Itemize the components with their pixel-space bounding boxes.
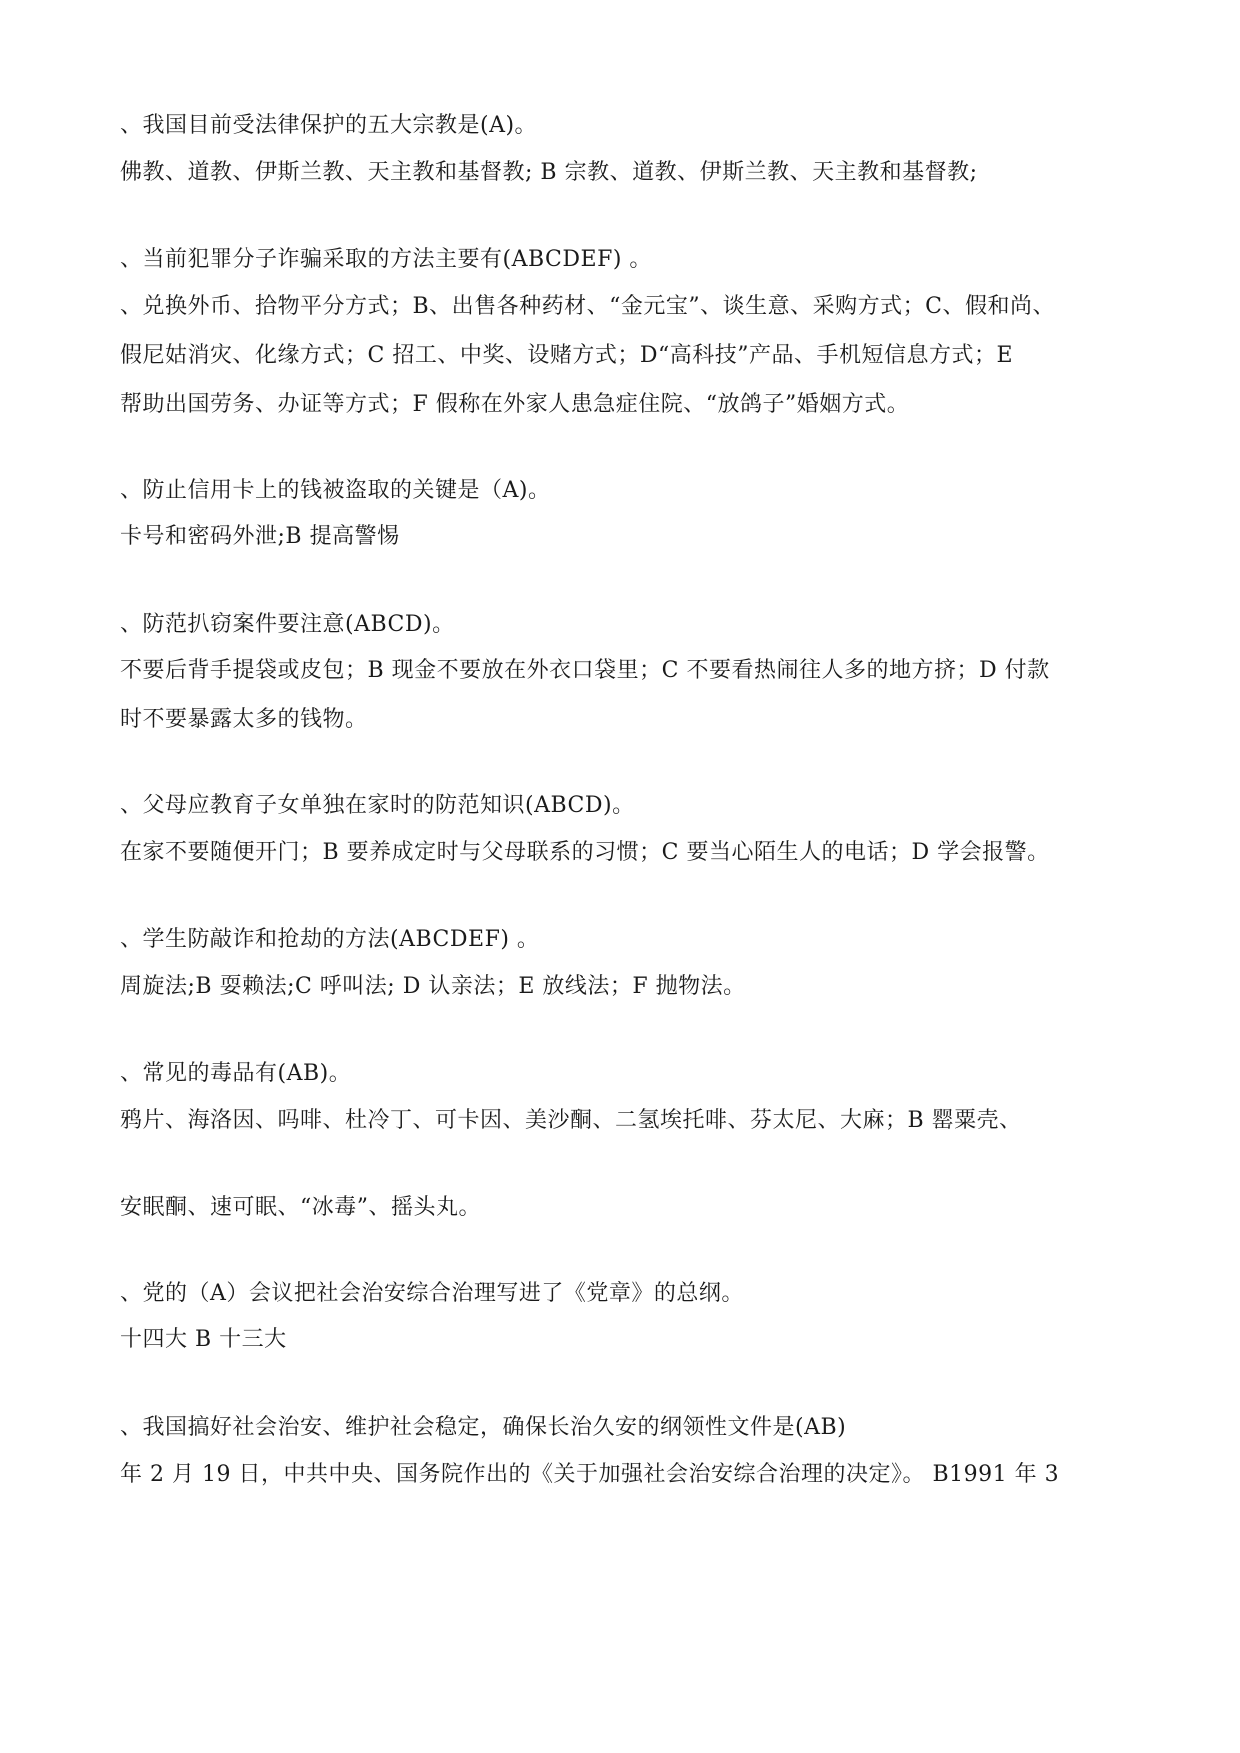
answer-line: 时不要暴露太多的钱物。	[120, 707, 368, 732]
question-stem: 、父母应教育子女单独在家时的防范知识(ABCD)。	[120, 793, 635, 818]
answer-line: 不要后背手提袋或皮包；B 现金不要放在外衣口袋里；C 不要看热闹往人多的地方挤；D 付款	[120, 658, 1050, 683]
answer-line: 、兑换外币、拾物平分方式；B、出售各种药材、“金元宝”、谈生意、采购方式；C、假和尚、	[120, 294, 1055, 319]
answer-line: 在家不要随便开门；B 要养成定时与父母联系的习惯；C 要当心陌生人的电话；D 学会报警。	[120, 840, 1050, 865]
question-stem: 、防范扒窃案件要注意(ABCD)。	[120, 612, 455, 637]
question-stem: 、我国搞好社会治安、维护社会稳定，确保长治久安的纲领性文件是(AB)	[120, 1415, 847, 1440]
answer-line: 周旋法;B 耍赖法;C 呼叫法; D 认亲法；E 放线法；F 抛物法。	[120, 974, 746, 999]
answer-line: 佛教、道教、伊斯兰教、天主教和基督教; B 宗教、道教、伊斯兰教、天主教和基督教;	[120, 160, 978, 185]
answer-line: 卡号和密码外泄;B 提高警惕	[120, 524, 400, 549]
answer-line: 假尼姑消灾、化缘方式；C 招工、中奖、设赌方式；D“高科技”产品、手机短信息方式；E	[120, 343, 1014, 368]
answer-line: 鸦片、海洛因、吗啡、杜冷丁、可卡因、美沙酮、二氢埃托啡、芬太尼、大麻；B 罂粟壳、	[120, 1108, 1022, 1133]
answer-line: 年 2 月 19 日，中共中央、国务院作出的《关于加强社会治安综合治理的决定》。 B1991 年 3	[120, 1462, 1060, 1487]
question-stem: 、防止信用卡上的钱被盗取的关键是（A)。	[120, 478, 551, 503]
answer-line: 安眠酮、速可眠、“冰毒”、摇头丸。	[120, 1195, 481, 1220]
question-stem: 、当前犯罪分子诈骗采取的方法主要有(ABCDEF) 。	[120, 247, 652, 272]
question-stem: 、党的（A）会议把社会治安综合治理写进了《党章》的总纲。	[120, 1281, 744, 1306]
question-stem: 、学生防敲诈和抢劫的方法(ABCDEF) 。	[120, 927, 540, 952]
question-stem: 、常见的毒品有(AB)。	[120, 1061, 352, 1086]
question-stem: 、我国目前受法律保护的五大宗教是(A)。	[120, 113, 538, 138]
answer-line: 帮助出国劳务、办证等方式；F 假称在外家人患急症住院、“放鸽子”婚姻方式。	[120, 392, 910, 417]
answer-line: 十四大 B 十三大	[120, 1327, 287, 1352]
